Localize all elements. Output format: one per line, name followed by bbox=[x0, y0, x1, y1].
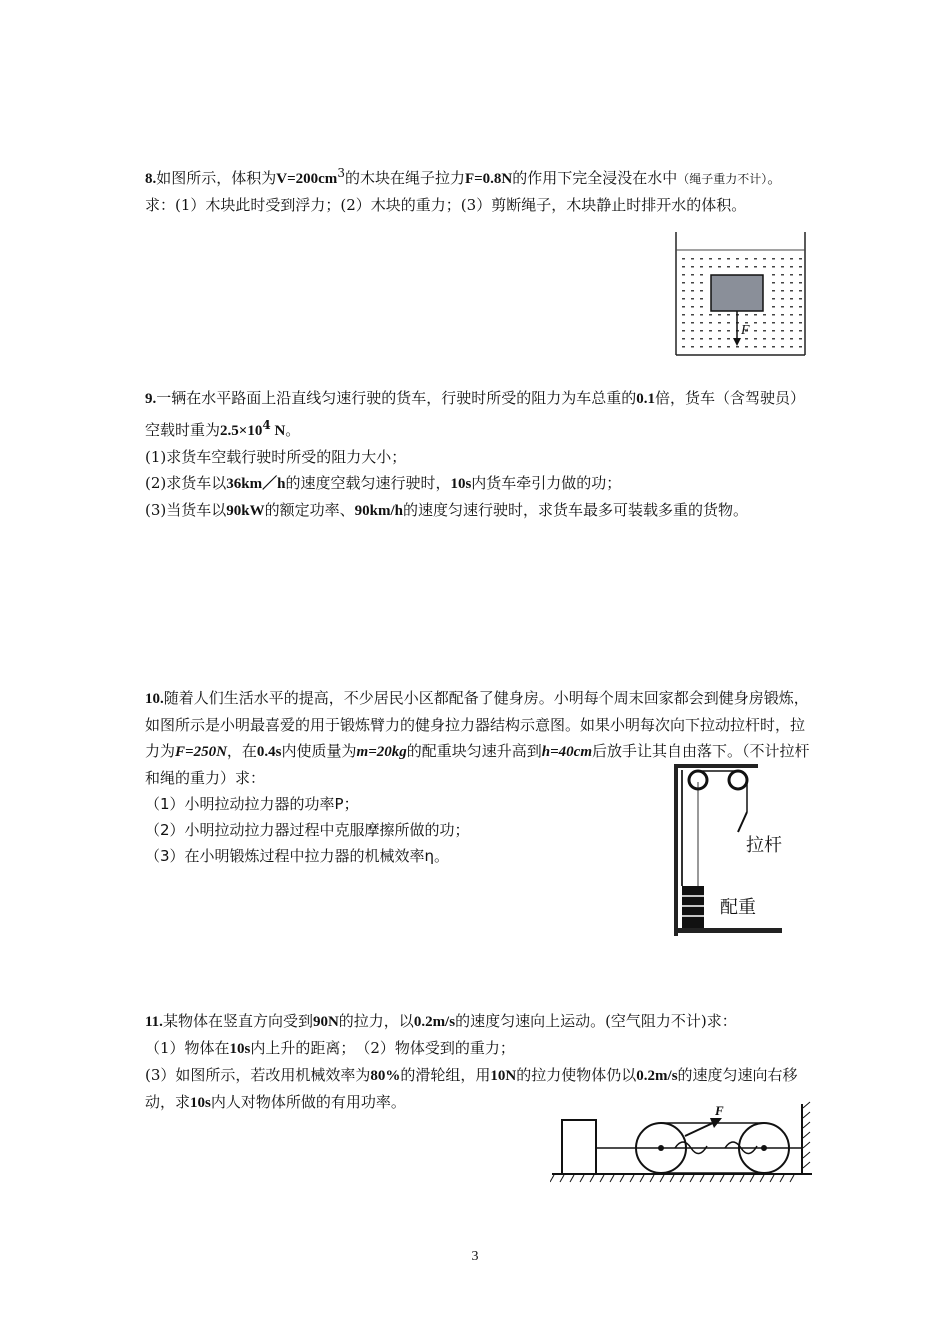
question-9-part-3: (3)当货车以90kW的额定功率、90km/h的速度匀速行驶时，求货车最多可装载多重的货物。 bbox=[145, 501, 748, 519]
question-10-text: 10.随着人们生活水平的提高，不少居民小区都配备了健身房。小明每个周末回家都会到健身房锻炼，如图所示是小明最喜爱的用于锻炼臂力的健身拉力器结构示意图。如果小明每次向下拉动拉杆时，拉力为F=250N，在0.4s内使质量为m=20kg的配重块匀速升高到h=40cm后放手让其自由落下。（不计拉杆和绳的重力）求： bbox=[145, 689, 810, 787]
question-9 bbox=[145, 385, 810, 524]
figure-block-in-water bbox=[668, 228, 813, 358]
question-9-part-2: (2)求货车以36km／h的速度空载匀速行驶时，10s内货车牵引力做的功； bbox=[145, 474, 622, 492]
question-10-part-1: （1）小明拉动拉力器的功率P； bbox=[145, 795, 359, 813]
object-block bbox=[562, 1120, 596, 1174]
question-10-part-3: （3）在小明锻炼过程中拉力器的机械效率η。 bbox=[145, 847, 450, 865]
wood-block bbox=[711, 275, 763, 311]
question-11-text: 11.某物体在竖直方向受到90N的拉力，以0.2m/s的速度匀速向上运动。(空气阻力不计)求： bbox=[145, 1012, 737, 1030]
counterweight bbox=[682, 886, 704, 928]
force-label-f: F bbox=[741, 323, 750, 338]
question-8 bbox=[145, 160, 810, 218]
page-number: 3 bbox=[471, 1249, 479, 1264]
figure-pulley-system bbox=[550, 1098, 815, 1190]
question-8-text: 8.如图所示，体积为$V=200cm^3$的木块在绳子拉力F=0.8N的作用下完全浸没在水中（绳子重力不计）。求：(1）木块此时受到浮力；(2）木块的重力；(3）剪断绳子，木块静止时排开水的体积。 bbox=[145, 166, 783, 214]
lagan-label: 拉杆 bbox=[746, 835, 782, 856]
question-11-part-3: (3）如图所示，若改用机械效率为80%的滑轮组，用10N的拉力使物体仍以0.2m/s的速度匀速向右移动，求10s内人对物体所做的有用功率。 bbox=[145, 1066, 798, 1111]
question-9-text: 9.一辆在水平路面上沿直线匀速行驶的货车，行驶时所受的阻力为车总重的0.1倍，货车（含驾驶员）空载时重为$2.5\times 10^4$ N。 bbox=[145, 389, 806, 439]
question-10-part-2: （2）小明拉动拉力器过程中克服摩擦所做的功； bbox=[145, 821, 470, 839]
pulley-right bbox=[729, 771, 747, 789]
figure-pull-machine bbox=[668, 760, 788, 938]
question-9-part-1: (1)求货车空载行驶时所受的阻力大小； bbox=[145, 448, 407, 466]
peizhong-label: 配重 bbox=[720, 897, 756, 918]
force-label-f: F bbox=[715, 1103, 724, 1118]
question-11-part-1-2: （1）物体在10s内上升的距离； （2）物体受到的重力； bbox=[145, 1039, 515, 1057]
